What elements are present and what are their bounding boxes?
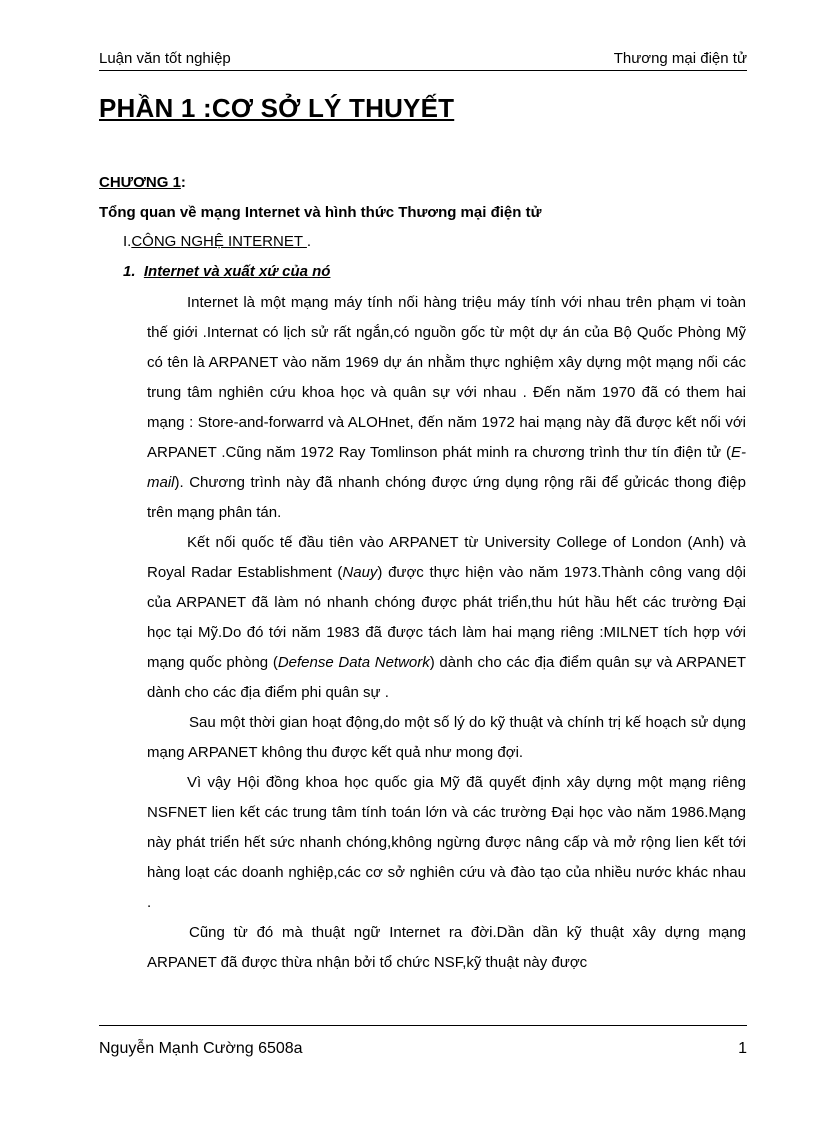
paragraph-2-b: ) được thực hiện vào năm 1973.Thành công vang dội của ARPANET đã làm nó nhanh chóng được phát triển,thu hút hầu hết các trường Đại học tại Mỹ.Do đó tới năm 1983 đã được tách làm hai mạng riêng :MILNET tích hợp với mạng quốc phòng ( bbox=[147, 564, 746, 671]
header-left: Luận văn tốt nghiệp bbox=[99, 50, 231, 67]
page-header bbox=[99, 50, 747, 71]
paragraph-2-c: ) dành cho các địa điểm quân sự và ARPANET dành cho các địa điểm phi quân sự . bbox=[147, 654, 746, 701]
paragraph-2 bbox=[147, 528, 746, 708]
paragraph-4: Vì vậy Hội đồng khoa học quốc gia Mỹ đã quyết định xây dựng một mạng riêng NSFNET lien kết các trung tâm tính toán lớn và các trường Đại học vào năm 1986.Mạng này phát triển hết sức nhanh chóng,không ngừng được nâng cấp và mở rộng lien kết tới hàng loạt các doanh nghiệp,các cơ sở nghiên cứu và đào tạo của nhiều nước khác nhau . bbox=[147, 774, 746, 911]
section-number: I. bbox=[123, 233, 132, 250]
item-heading bbox=[123, 263, 330, 280]
section-title: CÔNG NGHỆ INTERNET bbox=[131, 233, 307, 250]
paragraph-1-a: Internet là một mạng máy tính nối hàng triệu máy tính với nhau trên phạm vi toàn thế giới .Internat có lịch sử rất ngắn,có nguồn gốc từ một dự án của Bộ Quốc Phòng Mỹ có tên là ARPANET vào năm 1969 dự án nhằm thực nghiệm xây dựng một mạng nối các trung tâm nghiên cứu khoa học và quân sự với nhau . Đến năm 1970 đã có them hai mạng : Store-and-forwarrd và ALOHnet, đến năm 1972 hai mạng này đã được kết nối với ARPANET .Cũng năm 1972 Ray Tomlinson phát minh ra chương trình thư tín điện tử ( bbox=[147, 294, 746, 461]
page-number: 1 bbox=[738, 1040, 747, 1057]
paragraph-5: Cũng từ đó mà thuật ngữ Internet ra đời.Dần dần kỹ thuật xây dựng mạng ARPANET đã được thừa nhận bởi tổ chức NSF,kỹ thuật này được bbox=[147, 924, 746, 971]
paragraph-1-email: E-mail bbox=[147, 444, 746, 491]
section-heading bbox=[123, 233, 311, 250]
part-title: PHẦN 1 :CƠ SỞ LÝ THUYẾT bbox=[99, 93, 455, 123]
paragraph-1 bbox=[147, 288, 746, 528]
header-right: Thương mại điện tử bbox=[613, 50, 747, 67]
paragraph-2-nauy: Nauy bbox=[342, 564, 378, 581]
item-title: Internet và xuất xứ của nó bbox=[143, 263, 331, 280]
paragraph-2-ddn: Defense Data Network bbox=[277, 654, 430, 671]
body-text bbox=[147, 288, 746, 978]
chapter-label: CHƯƠNG 1 bbox=[99, 174, 181, 191]
chapter-subtitle: Tổng quan về mạng Internet và hình thức Thương mại điện tử bbox=[99, 204, 542, 221]
chapter-heading bbox=[99, 174, 186, 191]
chapter-suffix: : bbox=[180, 174, 186, 191]
paragraph-1-b: ). Chương trình này đã nhanh chóng được ứng dụng rộng rãi để gửicác thong điệp trên mạng phân tán. bbox=[147, 474, 746, 521]
paragraph-3: Sau một thời gian hoạt động,do một số lý do kỹ thuật và chính trị kế hoạch sử dụng mạng ARPANET không thu được kết quả như mong đợi. bbox=[147, 714, 746, 761]
footer-rule bbox=[99, 1025, 747, 1026]
section-suffix: . bbox=[306, 233, 312, 250]
footer-author: Nguyễn Mạnh Cường 6508a bbox=[99, 1040, 303, 1057]
item-number: 1. bbox=[123, 263, 136, 280]
paragraph-2-a: Kết nối quốc tế đầu tiên vào ARPANET từ University College of London (Anh) và Royal Radar Establishment ( bbox=[147, 534, 746, 581]
